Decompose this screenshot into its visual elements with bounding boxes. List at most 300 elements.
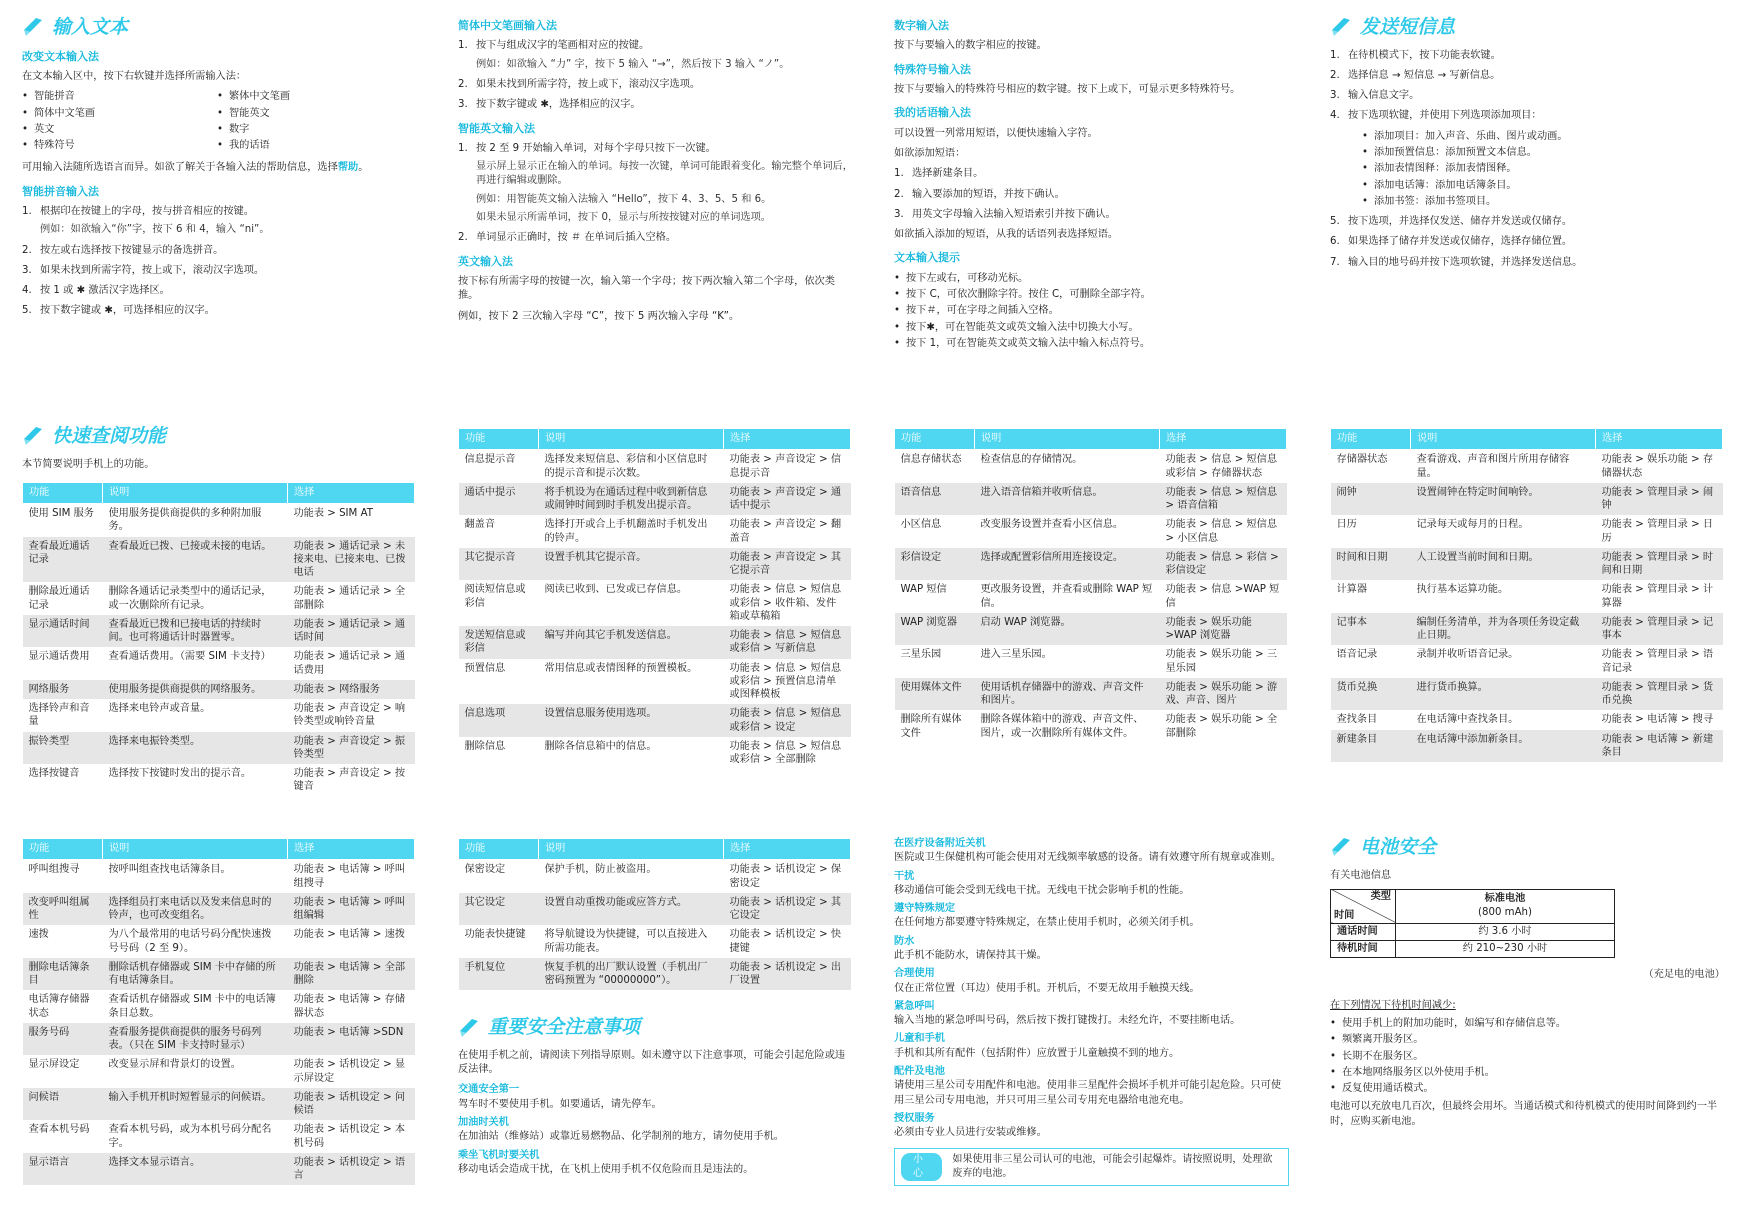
table-cell: 检查信息的存储情况。 (980, 454, 1083, 466)
panel-quick-ref: 快速查阅功能 本节简要说明手机上的功能。 功能 说明 选择 使用 SIM 服务 使用服务提供商提供的多种附加服务。 功能表 > SIM AT 查看最近通话记录 查看最近已拨、已接或未接的电话。 功能表 > 通话记录 > 未接来电、已接来电、已拨电话 删除最近通话记录 删除各通话记录类型中的通话记录，或一次删除所有记录。 功能表 > 通话记录 > 全部删除 显示通话时间 查看最近已拨和已接电话的持续时间。也可将通话计时器置零。 功能表 > 通话记录 > 通话时间 显示通话费用 查看通话费用。（需要 SIM 卡支持） 功能表 > 通话记录 > 通话费用 网络服务 使用服务提供商提供的网络服务。 功能表 > 网络服务 选择铃声和音量 选择来电铃声或音量。 功能表 > 声音设定 > 响铃类型或响铃音量 振铃类型 选择来电振铃类型。 功能表 > 声音设定 > 振铃类型 选择按键音 选择按下按键时发出的提示音。 功能表 > 声音设定 > 按键音 (22, 423, 417, 797)
caution-label: 小心 (901, 1153, 942, 1181)
text-lang-note: 可用输入法随所选语言而异。如欲了解关于各输入法的帮助信息，选择帮助。 (22, 162, 369, 174)
table-cell: 功能表 > 信息 > 短信息或彩信 > 预置信息清单或图释模板 (729, 662, 842, 701)
list-item: • 英文 (22, 123, 217, 137)
table-row (1331, 613, 1723, 646)
table-cell: 启动 WAP 浏览器。 (975, 613, 1160, 646)
table-row (23, 732, 415, 765)
table-cell: 网络服务 (23, 680, 103, 699)
table-row (895, 710, 1287, 743)
table-row (23, 1023, 415, 1056)
table-cell: 功能表 > 话机设定 > 本机号码 (293, 1124, 406, 1149)
table-cell: 功能表 > 电话簿 > 存储器状态 (293, 994, 406, 1019)
table-cell: 信息提示音 (464, 454, 516, 466)
table-cell: 时间和日期 (1331, 548, 1411, 581)
table-cell: 功能表 > 娱乐功能 > 存储器状态 (1601, 454, 1714, 479)
table-cell: 查看最近通话记录 (23, 537, 103, 583)
section-title: 输入文本 (22, 14, 417, 41)
heading-phrase: 我的话语输入法 (894, 106, 971, 120)
table-cell: WAP 短信 (900, 584, 947, 596)
table-row (895, 580, 1287, 613)
list-item: • 按下左或右，可移动光标。 (894, 272, 1289, 286)
table-cell: 显示屏设定 (28, 1059, 80, 1071)
table-cell: 查看最近已拨和已接电话的持续时间。也可将通话计时器置零。 (103, 615, 288, 648)
table-cell: 功能表 > 娱乐功能 >WAP 浏览器 (1160, 613, 1287, 646)
table-cell: 功能表 > 信息 > 短信息 > 小区信息 (1165, 519, 1278, 544)
table-row (459, 626, 851, 659)
table-cell: 查看服务提供商提供的服务号码列表。（只在 SIM 卡支持时显示） (103, 1023, 288, 1056)
feature-table: 功能 说明 选择 保密设定 保护手机，防止被盗用。 功能表 > 话机设定 > 保密设定 其它设定 设置自动重拨功能或应答方式。 功能表 > 话机设定 > 其它设定 功能表快捷键 将导航键设为快捷键，可以直接进入所需功能表。 功能表 > 话机设定 > 快捷键 手机复位 恢复手机的出厂默认设置（手机出厂密码预置为 “00000000”）。 功能表 > 话机设定 > 出厂设置 (458, 838, 851, 990)
table-cell: 信息存储状态 (900, 454, 962, 466)
heading-smart-english: 智能英文输入法 (458, 121, 535, 135)
table-row (23, 537, 415, 583)
panel-input-text (22, 14, 417, 325)
table-row (23, 1153, 415, 1186)
table-cell: 电话簿存储器状态 (28, 994, 90, 1019)
panel-table-2 (458, 428, 853, 769)
table-cell: 呼叫组搜寻 (28, 864, 80, 876)
table-cell: 选择按下按键时发出的提示音。 (108, 768, 252, 780)
table-cell: 功能表 > 通话记录 > 未接来电、已接来电、已拨电话 (288, 537, 415, 583)
table-row (23, 764, 415, 797)
table-cell: 功能表 > 声音设定 > 振铃类型 (288, 732, 415, 765)
safety-heading: 乘坐飞机时要关机 (458, 1149, 540, 1161)
table-row (23, 1088, 415, 1121)
safety-text: 在任何地方都要遵守特殊规定，在禁止使用手机时，必须关闭手机。 (894, 917, 1200, 929)
table-cell: 小区信息 (900, 519, 942, 531)
table-row (23, 582, 415, 615)
list-item: • 按下✱，可在智能英文或英文输入法中切换大小写。 (894, 321, 1289, 335)
table-cell: 执行基本运算功能。 (1416, 584, 1509, 596)
table-cell: 改变服务设置并查看小区信息。 (980, 519, 1124, 531)
table-cell: 选择来电铃声或音量。 (108, 703, 211, 715)
table-cell: 保护手机，防止被盗用。 (544, 864, 657, 876)
table-cell: 功能表 > 信息 >WAP 短信 (1165, 584, 1280, 609)
table-row (1331, 710, 1723, 729)
list-item: • 添加预置信息：添加预置文本信息。 (1362, 146, 1725, 160)
safety-heading: 配件及电池 (894, 1065, 945, 1077)
heading-pinyin: 智能拼音输入法 (22, 184, 99, 198)
safety-heading: 遵守特殊规定 (894, 903, 956, 915)
table-cell: 删除最近通话记录 (28, 586, 90, 611)
table-row (459, 580, 851, 626)
table-cell: 删除话机存储器或 SIM 卡中存储的所有电话簿条目。 (103, 958, 288, 991)
table-cell: 功能表 > 娱乐功能 > 全部删除 (1165, 714, 1278, 739)
table-cell: 显示语言 (23, 1153, 103, 1186)
table-cell: 查看通话费用。（需要 SIM 卡支持） (108, 651, 271, 663)
table-cell: 新建条目 (1331, 730, 1411, 763)
feature-table: 功能 说明 选择 信息存储状态 检查信息的存储情况。 功能表 > 信息 > 短信息或彩信 > 存储器状态 语音信息 进入语音信箱并收听信息。 功能表 > 信息 > 短信息 > 语音信箱 小区信息 改变服务设置并查看小区信息。 功能表 > 信息 > 短信息 > 小区信息 彩信设定 选择或配置彩信所用连接设定。 功能表 > 信息 > 彩信 > 彩信设定 WAP 短信 更改服务设置，并查看或删除 WAP 短信。 功能表 > 信息 >WAP 短信 WAP 浏览器 启动 WAP 浏览器。 功能表 > 娱乐功能 >WAP 浏览器 三星乐园 进入三星乐园。 功能表 > 娱乐功能 > 三星乐园 使用媒体文件 使用话机存储器中的游戏、声音文件和图片。 功能表 > 娱乐功能 > 游戏、声音、图片 删除所有媒体文件 删除各媒体箱中的游戏、声音文件、图片，或一次删除所有媒体文件。 功能表 > 娱乐功能 > 全部删除 (894, 428, 1287, 743)
panel-stroke: 简体中文笔画输入法 1. 按下与组成汉字的笔画相对应的按键。 例如：如欲输入 “力” 字，按下 5 输入 “→”，然后按下 3 输入 “ノ”。 2. 如果未找到所需字符，按上或下，滚动汉字选项。 3. 按下数字键或 ✱，选择相应的汉字。 智能英文输入法 1. 按 2 至 9 开始输入单词，对每个字母只按下一次键。 显示屏上显示正在输入的单词。每按一次键，单词可能跟着变化。输完整个单词后，再进行编辑或删除。 例如：用智能英文输入法输入 “Hello”，按下 4、3、5、5 和 6。 如果未显示所需单词，按下 0，显示与所按按键对应的单词选项。 2. 单词显示正确时，按 ＃ 在单词后插入空格。 英文输入法 按下标有所需字母的按键一次，输入第一个字母；按下两次输入第二个字母，依次类推。 例如，按下 2 三次输入字母 “C”，按下 5 两次输入字母 “K”。 (458, 19, 853, 322)
table-cell: 功能表 > 通话记录 > 全部删除 (293, 586, 406, 611)
table-row (23, 860, 415, 893)
pen-icon (1330, 16, 1352, 38)
table-cell: 功能表 > 信息 > 短信息或彩信 > 存储器状态 (1165, 454, 1278, 479)
table-cell: 输入手机开机时短暂显示的问候语。 (103, 1088, 288, 1121)
table-cell: 改变显示屏和背景灯的设置。 (108, 1059, 241, 1071)
table-cell: 振铃类型 (23, 732, 103, 765)
feature-table: 功能 说明 选择 信息提示音 选择发来短信息、彩信和小区信息时的提示音和提示次数。 功能表 > 声音设定 > 信息提示音 通话中提示 将手机设为在通话过程中收到新信息或闹钟时间到时手机发出提示音。 功能表 > 声音设定 > 通话中提示 翻盖音 选择打开或合上手机翻盖时手机发出的铃声。 功能表 > 声音设定 > 翻盖音 其它提示音 设置手机其它提示音。 功能表 > 声音设定 > 其它提示音 阅读短信息或彩信 阅读已收到、已发或已存信息。 功能表 > 信息 > 短信息或彩信 > 收件箱、发件箱或草稿箱 发送短信息或彩信 编写并向其它手机发送信息。 功能表 > 信息 > 短信息或彩信 > 写新信息 预置信息 常用信息或表情图释的预置模板。 功能表 > 信息 > 短信息或彩信 > 预置信息清单或图释模板 信息选项 设置信息服务使用选项。 功能表 > 信息 > 短信息或彩信 > 设定 删除信息 删除各信息箱中的信息。 功能表 > 信息 > 短信息或彩信 > 全部删除 (458, 428, 851, 769)
panel-safety: 重要安全注意事项 在使用手机之前，请阅读下列指导原则。如未遵守以下注意事项，可能会引起危险或违反法律。 交通安全第一 驾车时不要使用手机。如要通话，请先停车。 加油时关机 在加油站（维修站）或靠近易燃物品、化学制剂的地方，请勿使用手机。 乘坐飞机时要关机 移动电话会造成干扰，在飞机上使用手机不仅危险而且是违法的。 (458, 1014, 853, 1177)
table-cell: 计算器 (1336, 584, 1368, 596)
table-cell: 功能表 > 管理目录 > 闹钟 (1596, 483, 1723, 516)
list-item: • 添加项目：加入声音、乐曲、图片或动画。 (1362, 130, 1725, 144)
table-row (459, 958, 851, 991)
table-cell: 进入语音信箱并收听信息。 (975, 483, 1160, 516)
table-cell: 记录每天或每月的日程。 (1416, 519, 1529, 531)
heading-english: 英文输入法 (458, 254, 513, 268)
table-cell: 功能表 > 管理目录 > 记事本 (1596, 613, 1723, 646)
table-cell: 选择文本显示语言。 (103, 1153, 288, 1186)
table-cell: 使用服务提供商提供的网络服务。 (103, 680, 288, 699)
table-row (459, 860, 851, 893)
safety-text: 驾车时不要使用手机。如要通话，请先停车。 (458, 1098, 662, 1110)
section-title: 电池安全 (1330, 834, 1725, 861)
table-cell: 选择组员打来电话以及发来信息时的铃声，也可改变组名。 (103, 893, 288, 926)
example: 例如：如欲输入 “力” 字，按下 5 输入 “→”，然后按下 3 输入 “ノ”。 (476, 58, 790, 70)
tips-list (894, 272, 1289, 351)
table-cell: 功能表 > 信息 > 短信息或彩信 > 写新信息 (724, 626, 851, 659)
table-cell: 功能表 > 电话簿 > 全部删除 (288, 958, 415, 991)
safety-heading: 儿童和手机 (894, 1033, 945, 1045)
table-cell: 功能表 > 管理目录 > 货币兑换 (1596, 678, 1723, 711)
table-row (459, 737, 851, 770)
table-cell: 功能表 > 管理目录 > 日历 (1601, 519, 1714, 544)
safety-text: 输入当地的紧急呼叫号码，然后按下拨打键拨打。未经允许，不要挂断电话。 (894, 1015, 1241, 1027)
table-cell: 功能表 > 通话记录 > 通话时间 (288, 615, 415, 648)
safety-heading: 防水 (894, 935, 915, 947)
table-cell: 人工设置当前时间和日期。 (1411, 548, 1596, 581)
table-row (895, 548, 1287, 581)
table-row (23, 615, 415, 648)
table-cell: 速拨 (28, 929, 49, 941)
list-item: • 在本地网络服务区以外使用手机。 (1330, 1066, 1725, 1080)
table-cell: 服务号码 (23, 1023, 103, 1056)
table-cell: 闹钟 (1331, 483, 1411, 516)
table-cell: 功能表 > 信息 > 短信息或彩信 > 收件箱、发件箱或草稿箱 (729, 584, 842, 622)
table-cell: 功能表 > 电话簿 > 速拨 (293, 929, 406, 941)
table-cell: 存储器状态 (1336, 454, 1388, 466)
table-row (23, 1055, 415, 1088)
table-cell: 使用服务提供商提供的多种附加服务。 (108, 508, 262, 533)
table-cell: 选择来电振铃类型。 (103, 732, 288, 765)
table-row (895, 450, 1287, 483)
table-cell: 功能表 > 声音设定 > 通话中提示 (724, 483, 851, 516)
panel-number: 数字输入法 按下与要输入的数字相应的按键。 特殊符号输入法 按下与要输入的特殊符号相应的数字键。按下上或下，可显示更多特殊符号。 我的话语输入法 可以设置一列常用短语，以便快速输入字符。 如欲添加短语： 1. 选择新建条目。 2. 输入要添加的短语，并按下确认。 3. 用英文字母输入法输入短语索引并按下确认。 如欲插入添加的短语，从我的话语列表选择短语。 文本输入提示 • 按下左或右，可移动光标。 • 按下 C，可依次删除字符。按住 C，可删除全部字符。 • 按下＃，可在字母之间插入空格。 • 按下✱，可在智能英文或英文输入法中切换大小写。 • 按下 1，可在智能英文或英文输入法中输入标点符号。 (894, 18, 1289, 353)
table-cell: 设置信息服务使用选项。 (539, 704, 724, 737)
feature-table: 功能 说明 选择 呼叫组搜寻 按呼叫组查找电话簿条目。 功能表 > 电话簿 > 呼叫组搜寻 改变呼叫组属性 选择组员打来电话以及发来信息时的铃声，也可改变组名。 功能表 > 电话簿 > 呼叫组编辑 速拨 为八个最常用的电话号码分配快速拨号号码（2 至 9）。 功能表 > 电话簿 > 速拨 删除电话簿条目 删除话机存储器或 SIM 卡中存储的所有电话簿条目。 功能表 > 电话簿 > 全部删除 电话簿存储器状态 查看话机存储器或 SIM 卡中的电话簿条目总数。 功能表 > 电话簿 > 存储器状态 服务号码 查看服务提供商提供的服务号码列表。（只在 SIM 卡支持时显示） 功能表 > 电话簿 >SDN 显示屏设定 改变显示屏和背景灯的设置。 功能表 > 话机设定 > 显示屏设定 问候语 输入手机开机时短暂显示的问候语。 功能表 > 话机设定 > 问候语 查看本机号码 查看本机号码，或为本机号码分配名字。 功能表 > 话机设定 > 本机号码 显示语言 选择文本显示语言。 功能表 > 话机设定 > 语言 (22, 838, 415, 1185)
list-item: • 简体中文笔画 (22, 107, 217, 121)
table-cell: 功能表 > 信息 > 短信息或彩信 > 设定 (724, 704, 851, 737)
table-cell: 删除各信息箱中的信息。 (544, 740, 657, 752)
table-row (459, 450, 851, 483)
table-cell: 恢复手机的出厂默认设置（手机出厂密码预置为 “00000000”）。 (539, 958, 724, 991)
table-cell: 查看游戏、声音和图片所用存储容量。 (1416, 454, 1570, 479)
table-cell: 货币兑换 (1331, 678, 1411, 711)
table-row (459, 893, 851, 926)
table-row (1331, 645, 1723, 678)
safety-heading: 干扰 (894, 870, 915, 882)
table-row (23, 504, 415, 537)
table-cell: 功能表 > 信息 > 彩信 > 彩信设定 (1160, 548, 1287, 581)
table-cell: 彩信设定 (895, 548, 975, 581)
panel-safety-right (894, 834, 1289, 1186)
table-cell: 将导航键设为快捷键，可以直接进入所需功能表。 (544, 929, 708, 954)
table-row (895, 645, 1287, 678)
table-row (895, 483, 1287, 516)
table-cell: 功能表 > 通话记录 > 通话费用 (293, 651, 406, 676)
reduce-list (1330, 1017, 1725, 1096)
table-cell: 功能表 > 电话簿 > 呼叫组搜寻 (293, 864, 406, 889)
table-row (459, 925, 851, 958)
table-row (23, 990, 415, 1023)
table-cell: 删除各通话记录类型中的通话记录，或一次删除所有记录。 (108, 586, 272, 611)
table-row (1331, 730, 1723, 763)
table-cell: 阅读已收到、已发或已存信息。 (544, 584, 688, 596)
example: 例如：如欲输入“你”字，按下 6 和 4，输入 “ni”。 (40, 224, 270, 236)
table-cell: 功能表 > 声音设定 > 响铃类型或响铃音量 (293, 703, 406, 728)
table-cell: 在电话簿中查找条目。 (1416, 714, 1519, 726)
table-cell: 功能表 > 娱乐功能 > 游戏、声音、图片 (1160, 678, 1287, 711)
section-title: 重要安全注意事项 (458, 1014, 853, 1041)
table-cell: 其它提示音 (459, 548, 539, 581)
list-item: • 按下＃，可在字母之间插入空格。 (894, 304, 1289, 318)
table-cell: 功能表 > 声音设定 > 按键音 (293, 768, 406, 793)
option-list (1330, 130, 1725, 209)
table-row (23, 958, 415, 991)
table-cell: 查看最近已拨、已接或未接的电话。 (103, 537, 288, 583)
list-item: • 频繁离开服务区。 (1330, 1033, 1725, 1047)
table-cell: 预置信息 (464, 662, 506, 674)
table-row (1331, 515, 1723, 548)
table-cell: 进行货币换算。 (1411, 678, 1596, 711)
table-cell: 功能表 > 声音设定 > 其它提示音 (724, 548, 851, 581)
list-item: • 智能拼音 (22, 90, 217, 104)
heading-stroke: 简体中文笔画输入法 (458, 19, 557, 32)
table-cell: 改变呼叫组属性 (23, 893, 103, 926)
table-row (1331, 483, 1723, 516)
table-cell: 常用信息或表情图释的预置模板。 (544, 662, 698, 674)
safety-heading: 交通安全第一 (458, 1084, 520, 1096)
list-item: • 数字 (217, 123, 407, 137)
table-cell: 更改服务设置，并查看或删除 WAP 短信。 (980, 584, 1153, 609)
section-title: 发送短信息 (1330, 14, 1725, 41)
table-row (23, 893, 415, 926)
table-row (895, 613, 1287, 646)
table-cell: 编制任务清单，并为各项任务设定截止日期。 (1411, 613, 1596, 646)
table-row (895, 515, 1287, 548)
list-item: • 添加书签：添加书签项目。 (1362, 195, 1725, 209)
table-cell: 功能表 > 话机设定 > 语言 (288, 1153, 415, 1186)
table-cell: 编写并向其它手机发送信息。 (539, 626, 724, 659)
table-cell: 其它设定 (459, 893, 539, 926)
table-cell: 删除所有媒体文件 (900, 714, 962, 739)
panel-table-5 (22, 838, 417, 1185)
table-cell: 翻盖音 (464, 519, 496, 531)
feature-table: 功能 说明 选择 存储器状态 查看游戏、声音和图片所用存储容量。 功能表 > 娱乐功能 > 存储器状态 闹钟 设置闹钟在特定时间响铃。 功能表 > 管理目录 > 闹钟 日历 记录每天或每月的日程。 功能表 > 管理目录 > 日历 时间和日期 人工设置当前时间和日期。 功能表 > 管理目录 > 时间和日期 计算器 执行基本运算功能。 功能表 > 管理目录 > 计算器 记事本 编制任务清单，并为各项任务设定截止日期。 功能表 > 管理目录 > 记事本 语音记录 录制并收听语音记录。 功能表 > 管理目录 > 语音记录 货币兑换 进行货币换算。 功能表 > 管理目录 > 货币兑换 查找条目 在电话簿中查找条目。 功能表 > 电话簿 > 搜寻 新建条目 在电话簿中添加新条目。 功能表 > 电话簿 > 新建条目 (1330, 428, 1723, 762)
table-cell: WAP 浏览器 (895, 613, 975, 646)
table-cell: 功能表 > SIM AT (293, 508, 373, 520)
safety-text: 移动通信可能会受到无线电干扰。无线电干扰会影响手机的性能。 (894, 884, 1190, 896)
table-cell: 功能表 > 管理目录 > 计算器 (1601, 584, 1714, 609)
table-cell: 功能表 > 娱乐功能 > 三星乐园 (1165, 649, 1278, 674)
table-cell: 录制并收听语音记录。 (1416, 649, 1519, 661)
panel-send-sms: 发送短信息 1. 在待机模式下，按下功能表软键。 2. 选择信息 → 短信息 → 写新信息。 3. 输入信息文字。 4. 按下选项软键，并使用下列选项添加项目： • 添加项目：加入声音、乐曲、图片或动画。 • 添加预置信息：添加预置文本信息。 • 添加表情图释：添加表情图释。 • 添加电话簿：添加电话簿条目。 • 添加书签：添加书签项目。 5. 按下选项，并选择仅发送、储存并发送或仅储存。 6. 如果选择了储存并发送或仅储存，选择存储位置。 7. 输入目的地号码并按下选项软键，并选择发送信息。 (1330, 14, 1725, 276)
caution-note: 小心 如果使用非三星公司认可的电池，可能会引起爆炸。请按照说明，处理欲废弃的电池。 (894, 1148, 1289, 1186)
list-item: • 智能英文 (217, 107, 407, 121)
table-cell: 功能表快捷键 (464, 929, 526, 941)
table-cell: 设置闹钟在特定时间响铃。 (1411, 483, 1596, 516)
table-cell: 设置自动重拨功能或应答方式。 (539, 893, 724, 926)
heading-tips: 文本输入提示 (894, 251, 960, 265)
panel-table-4 (1330, 428, 1725, 762)
table-row (23, 1120, 415, 1153)
pen-icon (458, 1017, 480, 1039)
safety-text: 仅在正常位置（耳边）使用手机。开机后，不要无故用手触摸天线。 (894, 982, 1200, 994)
table-cell: 日历 (1336, 519, 1357, 531)
table-cell: 功能表 > 话机设定 > 出厂设置 (724, 958, 851, 991)
table-cell: 在电话簿中添加新条目。 (1411, 730, 1596, 763)
table-cell: 手机复位 (459, 958, 539, 991)
table-cell: 查看本机号码，或为本机号码分配名字。 (108, 1124, 272, 1149)
list-item: • 反复使用通话模式。 (1330, 1082, 1725, 1096)
table-cell: 功能表 > 话机设定 > 快捷键 (729, 929, 842, 954)
table-cell: 功能表 > 电话簿 > 新建条目 (1596, 730, 1723, 763)
table-cell: 删除各媒体箱中的游戏、声音文件、图片，或一次删除所有媒体文件。 (980, 714, 1144, 739)
table-cell: 阅读短信息或彩信 (464, 584, 526, 609)
table-row (459, 704, 851, 737)
table-row (23, 699, 415, 732)
table-cell: 删除电话簿条目 (23, 958, 103, 991)
table-row (459, 515, 851, 548)
table-cell: 功能表 > 管理目录 > 时间和日期 (1596, 548, 1723, 581)
table-row (895, 678, 1287, 711)
safety-heading: 合理使用 (894, 968, 935, 980)
text-intro: 在文本输入区中，按下右软键并选择所需输入法： (22, 70, 247, 82)
pen-icon (1330, 836, 1352, 858)
pen-icon (22, 16, 44, 38)
table-row (23, 680, 415, 699)
battery-table: 类型 时间 标准电池 (800 mAh) 通话时间 约 3.6 小时 待机时间 约 210~230 小时 (1330, 889, 1615, 959)
table-row (459, 548, 851, 581)
table-cell: 记事本 (1331, 613, 1411, 646)
pen-icon (22, 425, 44, 447)
feature-table: 功能 说明 选择 使用 SIM 服务 使用服务提供商提供的多种附加服务。 功能表 > SIM AT 查看最近通话记录 查看最近已拨、已接或未接的电话。 功能表 > 通话记录 > 未接来电、已接来电、已拨电话 删除最近通话记录 删除各通话记录类型中的通话记录，或一次删除所有记录。 功能表 > 通话记录 > 全部删除 显示通话时间 查看最近已拨和已接电话的持续时间。也可将通话计时器置零。 功能表 > 通话记录 > 通话时间 显示通话费用 查看通话费用。（需要 SIM 卡支持） 功能表 > 通话记录 > 通话费用 网络服务 使用服务提供商提供的网络服务。 功能表 > 网络服务 选择铃声和音量 选择来电铃声或音量。 功能表 > 声音设定 > 响铃类型或响铃音量 振铃类型 选择来电振铃类型。 功能表 > 声音设定 > 振铃类型 选择按键音 选择按下按键时发出的提示音。 功能表 > 声音设定 > 按键音 (22, 482, 415, 797)
safety-text: 移动电话会造成干扰，在飞机上使用手机不仅危险而且是违法的。 (458, 1163, 754, 1175)
table-cell: 保密设定 (464, 864, 506, 876)
pinyin-steps: 1. 根据印在按键上的字母，按与拼音相应的按键。 例如：如欲输入“你”字，按下 6 和 4，输入 “ni”。 2. 按左或右选择按下按键显示的备选拼音。 3. 如果未找到所需字符，按上或下，滚动汉字选项。 4. 按 1 或 ✱ 激活汉字选择区。 5. 按下数字键或 ✱，可选择相应的汉字。 (22, 205, 417, 319)
list-item: • 繁体中文笔画 (217, 90, 407, 104)
panel-table-6 (458, 838, 853, 1181)
table-cell: 删除信息 (464, 740, 506, 752)
table-cell: 查看本机号码 (28, 1124, 90, 1136)
list-item: • 特殊符号 (22, 139, 217, 153)
safety-heading: 授权服务 (894, 1112, 935, 1124)
table-cell: 功能表 > 电话簿 >SDN (288, 1023, 415, 1056)
table-cell: 信息选项 (459, 704, 539, 737)
safety-text: 在加油站（维修站）或靠近易燃物品、化学制剂的地方，请勿使用手机。 (458, 1131, 784, 1143)
table-cell: 功能表 > 话机设定 > 其它设定 (724, 893, 851, 926)
table-cell: 功能表 > 电话簿 > 呼叫组编辑 (288, 893, 415, 926)
table-cell: 选择铃声和音量 (28, 703, 90, 728)
list-item: • 添加表情图释：添加表情图释。 (1362, 162, 1725, 176)
table-row (23, 647, 415, 680)
list-item: • 添加电话簿：添加电话簿条目。 (1362, 179, 1725, 193)
safety-heading: 在医疗设备附近关机 (894, 838, 986, 849)
table-row (1331, 450, 1723, 483)
table-cell: 设置手机其它提示音。 (539, 548, 724, 581)
safety-text: 请使用三星公司专用配件和电池。使用非三星配件会损坏手机并可能引起危险。只可使用三星公司专用电池，并只可用三星公司专用充电器给电池充电。 (894, 1080, 1282, 1106)
table-cell: 功能表 > 声音设定 > 翻盖音 (729, 519, 842, 544)
safety-text: 手机和其所有配件（包括附件）应放置于儿童触摸不到的地方。 (894, 1047, 1180, 1059)
section-title: 快速查阅功能 (22, 423, 417, 450)
table-cell: 功能表 > 网络服务 (288, 680, 415, 699)
heading-number: 数字输入法 (894, 19, 949, 32)
table-cell: 显示通话费用 (28, 651, 90, 663)
table-cell: 功能表 > 话机设定 > 问候语 (288, 1088, 415, 1121)
table-cell: 语音信息 (895, 483, 975, 516)
table-row (459, 483, 851, 516)
table-cell: 显示通话时间 (23, 615, 103, 648)
table-cell: 选择按键音 (28, 768, 80, 780)
table-cell: 查找条目 (1336, 714, 1378, 726)
table-cell: 按呼叫组查找电话簿条目。 (108, 864, 231, 876)
table-row (459, 659, 851, 705)
list-item: • 按下 1，可在智能英文或英文输入法中输入标点符号。 (894, 337, 1289, 351)
table-cell: 发送短信息或彩信 (459, 626, 539, 659)
table-cell: 为八个最常用的电话号码分配快速拨号号码（2 至 9）。 (108, 929, 272, 954)
table-row (1331, 548, 1723, 581)
table-cell: 功能表 > 电话簿 > 搜寻 (1601, 714, 1714, 726)
table-cell: 查看话机存储器或 SIM 卡中的电话簿条目总数。 (108, 994, 276, 1019)
safety-heading: 紧急呼叫 (894, 1000, 935, 1012)
safety-text: 医院或卫生保健机构可能会使用对无线频率敏感的设备。请有效遵守所有规章或准则。 (894, 852, 1282, 864)
table-cell: 功能表 > 话机设定 > 显示屏设定 (293, 1059, 406, 1084)
table-cell: 选择发来短信息、彩信和小区信息时的提示音和提示次数。 (544, 454, 708, 479)
safety-text: 此手机不能防水，请保持其干燥。 (894, 949, 1047, 961)
table-cell: 功能表 > 信息 > 短信息或彩信 > 全部删除 (729, 740, 842, 766)
table-cell: 功能表 > 话机设定 > 保密设定 (729, 864, 842, 889)
table-cell: 功能表 > 信息 > 短信息 > 语音信箱 (1160, 483, 1287, 516)
table-cell: 问候语 (23, 1088, 103, 1121)
list-item: • 使用手机上的附加功能时，如编写和存储信息等。 (1330, 1017, 1725, 1031)
list-item: • 长期不在服务区。 (1330, 1050, 1725, 1064)
list-item: • 按下 C，可依次删除字符。按住 C，可删除全部字符。 (894, 288, 1289, 302)
heading-symbol: 特殊符号输入法 (894, 62, 971, 76)
table-cell: 将手机设为在通话过程中收到新信息或闹钟时间到时手机发出提示音。 (539, 483, 724, 516)
table-cell: 使用媒体文件 (895, 678, 975, 711)
table-cell: 选择打开或合上手机翻盖时手机发出的铃声。 (544, 519, 708, 544)
table-cell: 语音记录 (1336, 649, 1378, 661)
table-row (1331, 580, 1723, 613)
heading-change-method: 改变文本输入法 (22, 49, 99, 63)
safety-text: 必须由专业人员进行安装或维修。 (894, 1127, 1047, 1139)
table-cell: 通话中提示 (459, 483, 539, 516)
panel-table-3 (894, 428, 1289, 743)
table-cell: 使用话机存储器中的游戏、声音文件和图片。 (975, 678, 1160, 711)
table-row (1331, 678, 1723, 711)
table-cell: 三星乐园 (900, 649, 942, 661)
safety-heading: 加油时关机 (458, 1117, 509, 1128)
table-cell: 使用 SIM 服务 (28, 508, 94, 520)
table-cell: 功能表 > 声音设定 > 信息提示音 (729, 454, 842, 479)
table-cell: 功能表 > 管理目录 > 语音记录 (1601, 649, 1714, 674)
table-row (23, 925, 415, 958)
list-item: • 我的话语 (217, 139, 407, 153)
panel-battery: 电池安全 有关电池信息 类型 时间 标准电池 (800 mAh) 通话时间 约 3.6 小时 待机时间 约 210~230 小时 （充足电的电池） 在下列情况下待机时间减少: • 使用手机上的附加功能时，如编写和存储信息等。 • 频繁离开服务区。 • 长期不在服务区。 • 在本地网络服务区以外使用手机。 • 反复使用通话模式。 电池可以充放电几百次，但最终会用坏。当通话模式和待机模式的使用时间降到约一半时，应购买新电池。 (1330, 834, 1725, 1135)
table-cell: 进入三星乐园。 (980, 649, 1052, 661)
method-list (22, 90, 417, 153)
